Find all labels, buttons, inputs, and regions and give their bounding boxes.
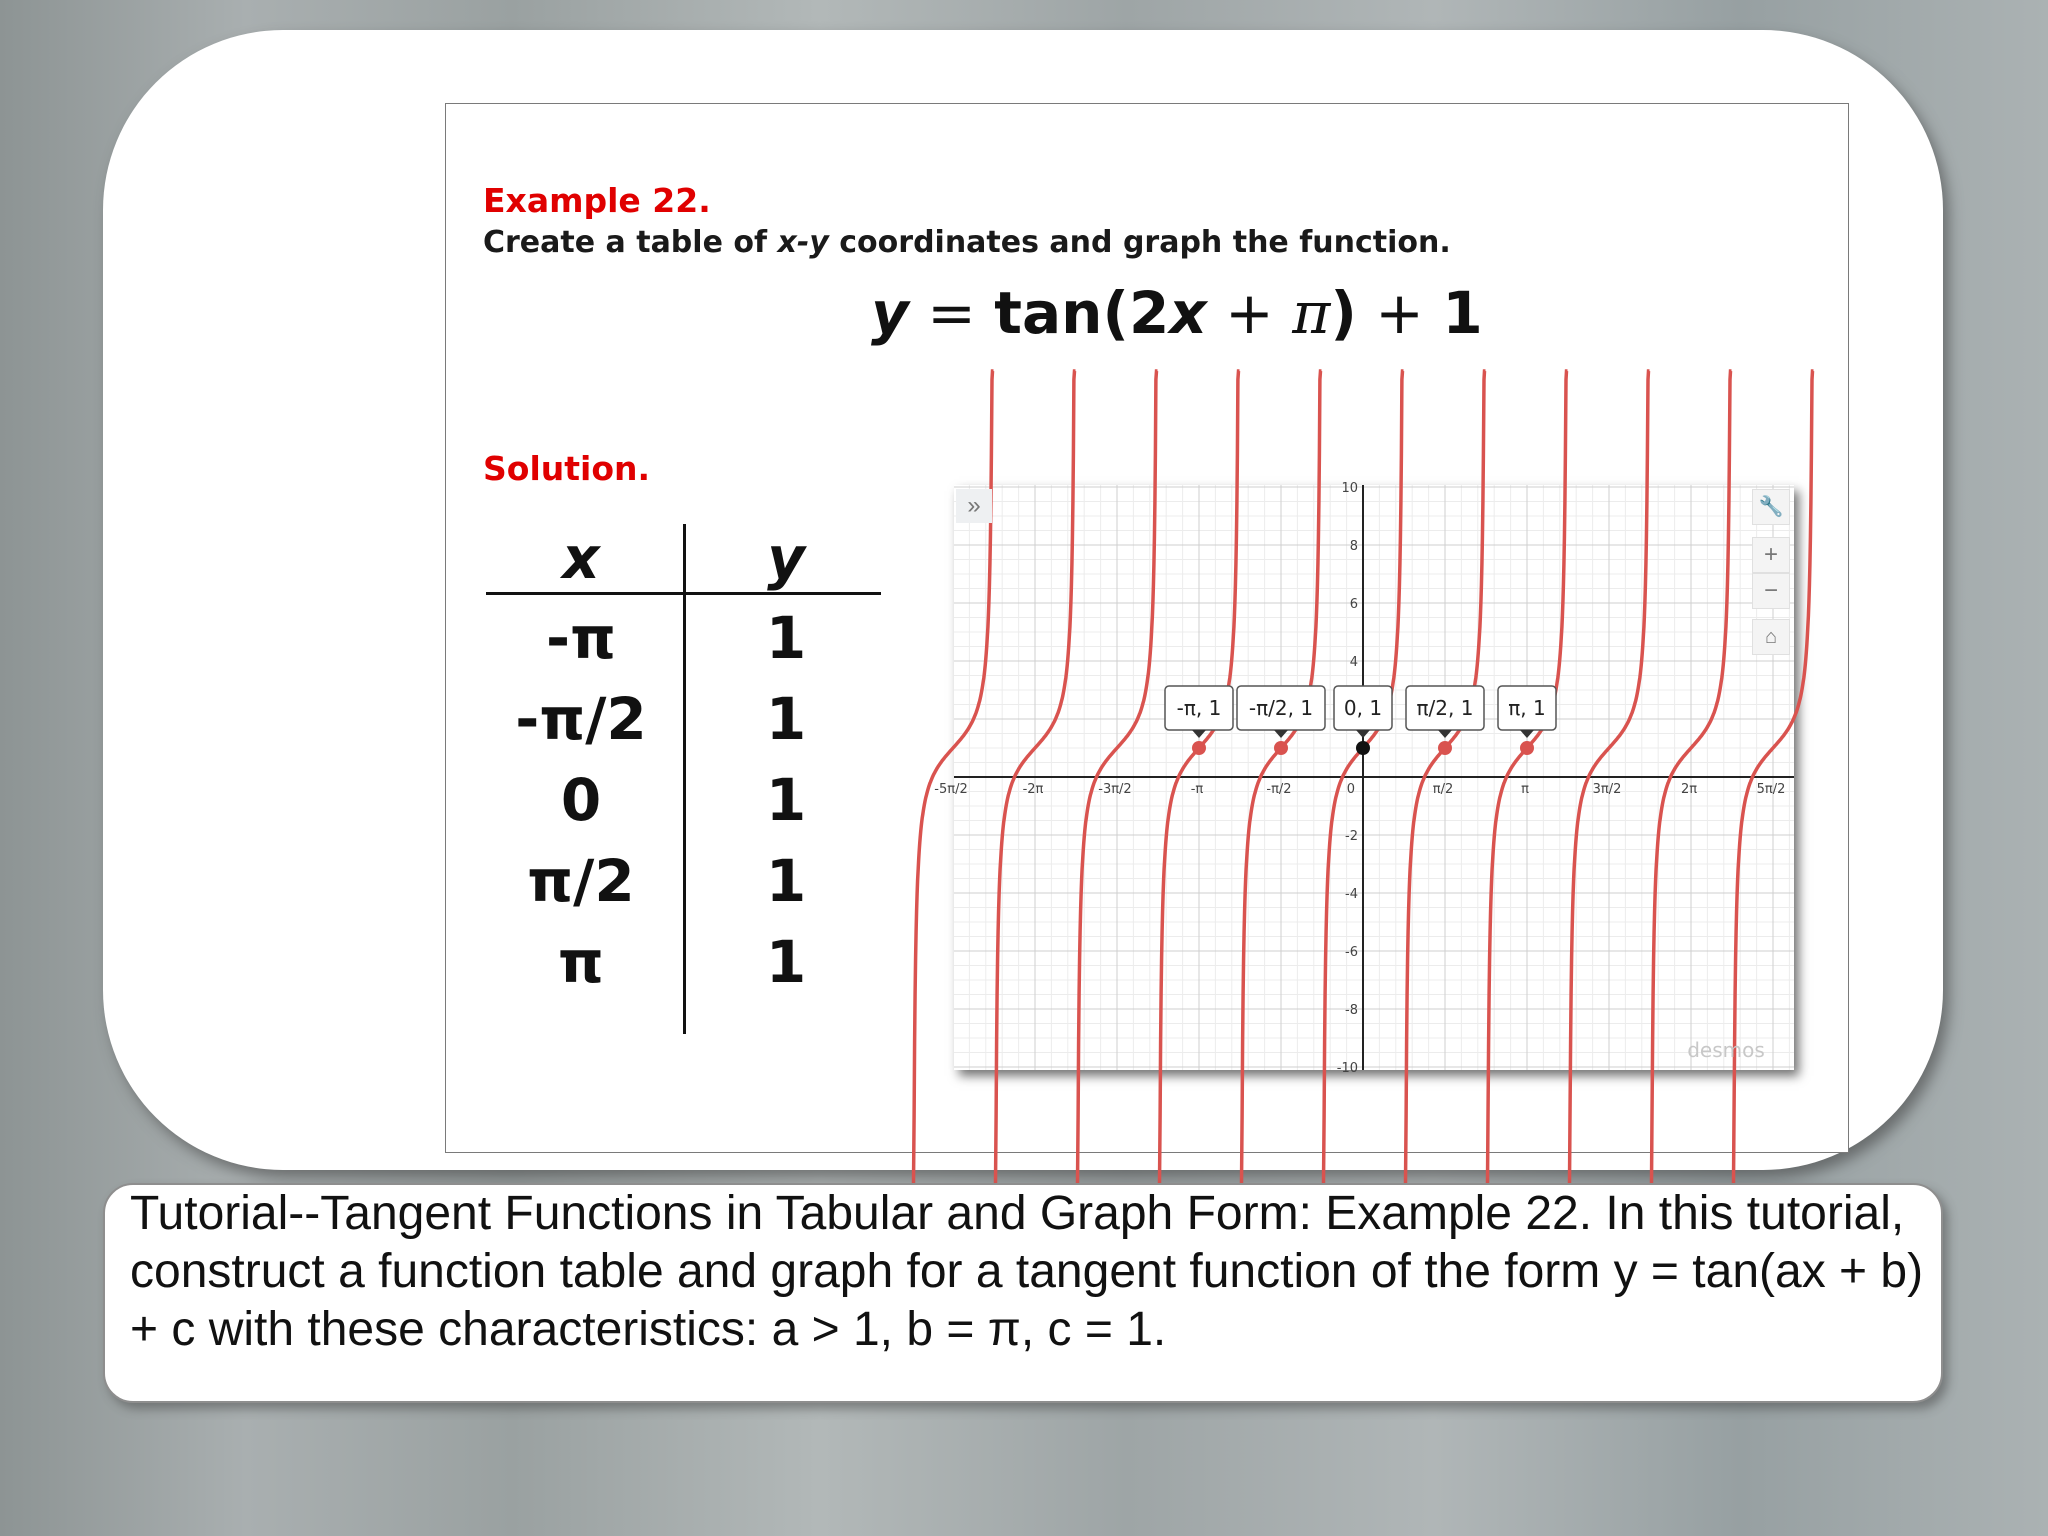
table-cell-x: π xyxy=(558,928,604,996)
data-point xyxy=(1520,741,1534,755)
desmos-watermark: desmos xyxy=(1687,1038,1765,1062)
solution-label: Solution. xyxy=(483,449,651,488)
table-cell-x: π/2 xyxy=(527,847,635,915)
table-cell-x: -π/2 xyxy=(515,685,647,753)
x-tick-label: π xyxy=(1521,782,1529,797)
instruction-var: x-y xyxy=(777,225,829,260)
eq-plus-1: + xyxy=(1206,279,1293,347)
instruction-pre: Create a table of xyxy=(483,225,778,260)
y-tick-label: -4 xyxy=(1345,887,1358,902)
wrench-icon[interactable]: 🔧 xyxy=(1752,489,1790,525)
x-tick-label: -3π/2 xyxy=(1098,782,1132,797)
x-tick-label: π/2 xyxy=(1432,782,1454,797)
data-point xyxy=(1192,741,1206,755)
table-cell-x: -π xyxy=(546,604,616,672)
table-cell-y: 1 xyxy=(765,604,807,672)
table-cell-y: 1 xyxy=(765,928,807,996)
example-title: Example 22. xyxy=(483,181,711,220)
x-tick-label: -π/2 xyxy=(1266,782,1292,797)
data-point xyxy=(1356,741,1370,755)
function-equation xyxy=(871,279,1483,347)
eq-const: 1 xyxy=(1442,279,1483,347)
slide-card xyxy=(103,30,1943,1170)
x-tick-label: 3π/2 xyxy=(1592,782,1622,797)
eq-var: x xyxy=(1169,279,1207,347)
x-tick-label: -2π xyxy=(1022,782,1044,797)
data-point xyxy=(1274,741,1288,755)
expand-icon[interactable]: » xyxy=(956,489,992,523)
zoom-out-icon[interactable]: − xyxy=(1752,573,1790,609)
table-header-y: y xyxy=(767,524,805,592)
x-tick-label: -5π/2 xyxy=(934,782,968,797)
caption-box xyxy=(103,1183,1943,1403)
eq-func: tan(2 xyxy=(994,279,1170,347)
slide-content xyxy=(445,103,1849,1153)
graph-canvas[interactable] xyxy=(934,481,1794,1076)
y-tick-label: -10 xyxy=(1336,1061,1358,1076)
x-tick-label: 2π xyxy=(1680,782,1698,797)
desmos-graph[interactable] xyxy=(934,481,1794,1076)
x-tick-label: 0 xyxy=(1346,782,1355,797)
caption-text: Tutorial--Tangent Functions in Tabular and Graph Form: Example 22. In this tutorial, construct a function table and graph for a tangent function of the form y = tan(ax + b) + c with these characteristics: a > 1, b = π, c = 1. xyxy=(130,1187,1924,1356)
data-points xyxy=(1165,686,1556,755)
y-tick-label: 10 xyxy=(1341,481,1358,496)
y-tick-label: -6 xyxy=(1345,945,1358,960)
data-point xyxy=(1438,741,1452,755)
eq-equals: = xyxy=(908,279,995,347)
y-tick-label: -8 xyxy=(1345,1003,1358,1018)
x-tick-label: 5π/2 xyxy=(1756,782,1786,797)
instruction-post: coordinates and graph the function. xyxy=(828,225,1451,260)
point-label: 0, 1 xyxy=(1343,696,1383,720)
y-tick-label: 4 xyxy=(1349,655,1358,670)
xy-table xyxy=(486,524,886,1114)
point-label: π/2, 1 xyxy=(1416,696,1474,720)
table-cell-x: 0 xyxy=(560,766,602,834)
zoom-in-icon[interactable]: + xyxy=(1752,537,1790,573)
point-label: π, 1 xyxy=(1508,696,1546,720)
y-tick-label: 6 xyxy=(1349,597,1358,612)
table-column-divider xyxy=(683,524,686,1034)
home-icon[interactable]: ⌂ xyxy=(1752,619,1790,655)
point-label: -π/2, 1 xyxy=(1248,696,1314,720)
y-tick-label: -2 xyxy=(1345,829,1358,844)
table-cell-y: 1 xyxy=(765,685,807,753)
table-cell-y: 1 xyxy=(765,847,807,915)
eq-plus-2: + xyxy=(1356,279,1443,347)
table-cell-y: 1 xyxy=(765,766,807,834)
y-tick-label: 8 xyxy=(1349,539,1358,554)
table-header-x: x xyxy=(562,524,600,592)
eq-pi: π xyxy=(1292,279,1331,347)
eq-close: ) xyxy=(1330,279,1357,347)
eq-lhs: y xyxy=(871,279,909,347)
x-tick-label: -π xyxy=(1190,782,1204,797)
point-label: -π, 1 xyxy=(1176,696,1222,720)
instruction-text xyxy=(483,225,1451,260)
